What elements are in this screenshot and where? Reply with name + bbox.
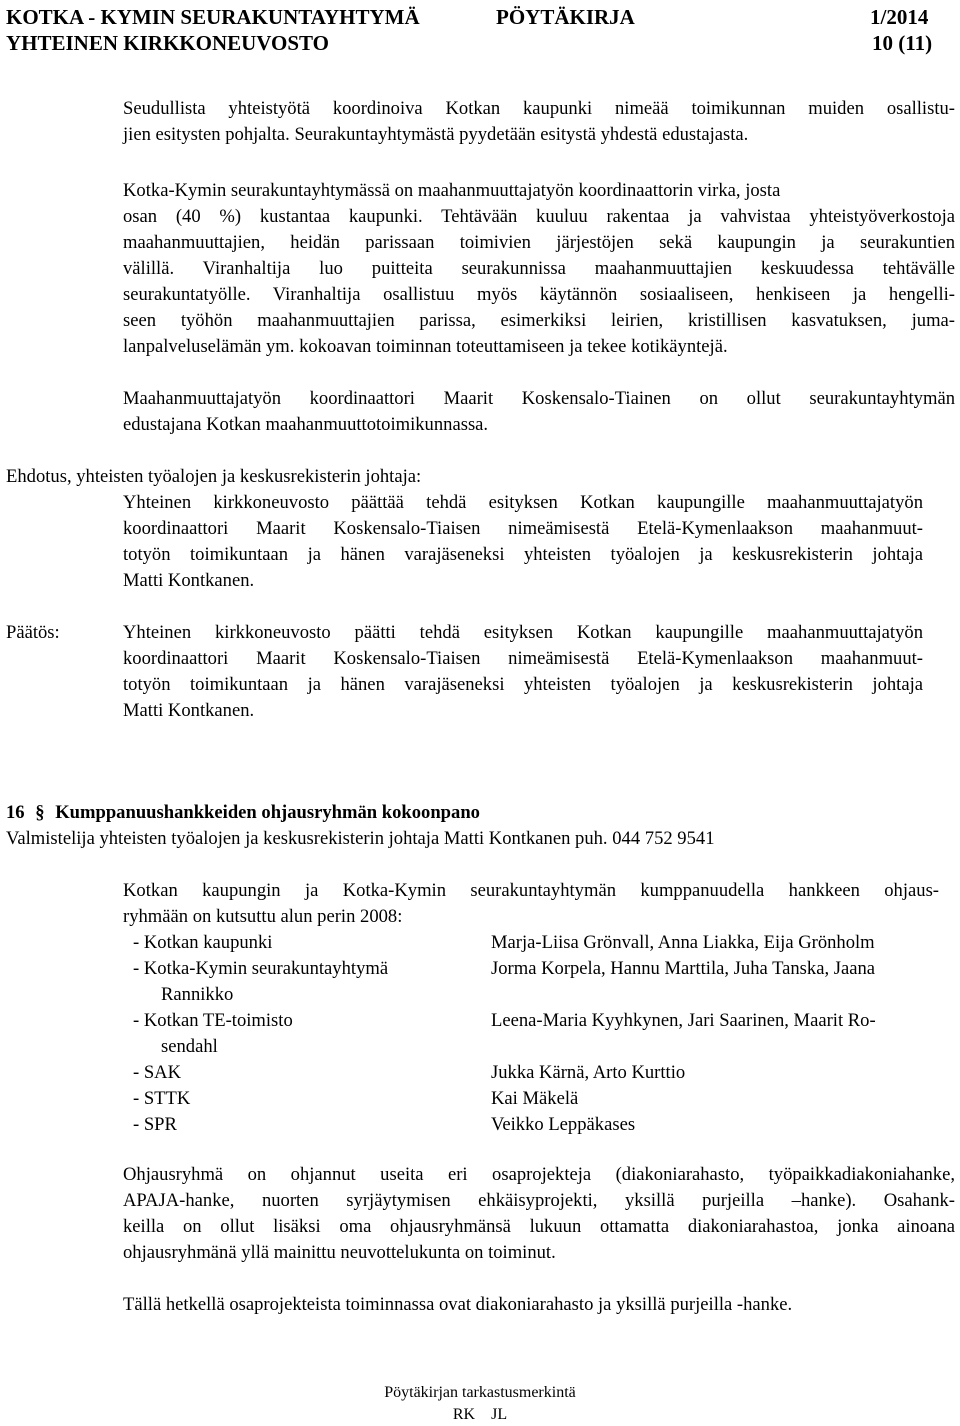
text-line: maahanmuuttajien, heidän parissaan toimivien järjestöjen sekä kaupungin ja seurakuntien [123,232,955,253]
member-names: Veikko Leppäkases [491,1114,636,1135]
text-line: totyön toimikuntaan ja hänen varajäseneksi yhteisten työalojen ja keskusrekisterin johtaja [123,544,923,565]
member-names: Jukka Kärnä, Arto Kurttio [491,1062,686,1083]
footer-initials: RK JL [452,1406,508,1423]
text-line: koordinaattori Maarit Koskensalo-Tiaisen nimeämisestä Etelä-Kymenlaakson maahanmuut- [123,518,923,539]
text-line: Matti Kontkanen. [123,700,255,721]
section-heading [6,800,480,826]
text-line: lanpalveluselämän ym. kokoavan toiminnan toteuttamiseen ja tekee kotikäyntejä. [123,336,728,357]
text-line: APAJA-hanke, nuorten syrjäytymisen ehkäisyprojekti, yksillä purjeilla –hanke). Osahank- [123,1190,955,1211]
text-line: edustajana Kotkan maahanmuuttotoimikunnassa. [123,414,489,435]
member-names: Leena-Maria Kyyhkynen, Jari Saarinen, Maarit Ro- [491,1010,876,1031]
text-line: Kotkan kaupungin ja Kotka-Kymin seurakuntayhtymän kumppanuudella hankkeen ohjaus- [123,880,939,901]
section-intro [123,878,939,930]
section-mark: § [35,802,45,823]
proposal-label: Ehdotus, yhteisten työalojen ja keskusrekisterin johtaja: [6,466,422,487]
list-item [123,1060,955,1086]
text-line: Yhteinen kirkkoneuvosto päätti tehdä esityksen Kotkan kaupungille maahanmuuttajatyön [123,622,923,643]
header-body-name: YHTEINEN KIRKKONEUVOSTO [6,31,330,55]
list-item [123,1112,955,1138]
member-names: Jorma Korpela, Hannu Marttila, Juha Tanska, Jaana [491,958,876,979]
intro-paragraph-3 [123,386,955,438]
list-item [123,930,955,956]
text-line: Kotka-Kymin seurakuntayhtymässä on maahanmuuttajatyön koordinaattorin virka, josta [123,180,781,201]
text-line: osan (40 %) kustantaa kaupunki. Tehtävään kuuluu rakentaa ja vahvistaa yhteistyöverkostoja [123,206,955,227]
member-org: - STTK [133,1088,191,1109]
member-org: - Kotkan kaupunki [133,932,273,953]
text-line: keilla on ollut lisäksi oma ohjausryhmänsä lukuun ottamatta diakoniarahastoa, jonka ainoana [123,1216,955,1237]
text-line: Seudullista yhteistyötä koordinoiva Kotkan kaupunki nimeää toimikunnan muiden osallistu- [123,98,955,119]
decision-label: Päätös: [6,622,60,643]
member-names: Kai Mäkelä [491,1088,579,1109]
intro-paragraph-1 [123,96,955,148]
text-line: ryhmään on kutsuttu alun perin 2008: [123,906,403,927]
member-names-cont: sendahl [161,1036,218,1057]
text-line: Maahanmuuttajatyön koordinaattori Maarit Koskensalo-Tiainen on ollut seurakuntayhtymän [123,388,955,409]
section-paragraph [123,1162,955,1266]
text-line: totyön toimikuntaan ja hänen varajäseneksi yhteisten työalojen ja keskusrekisterin johtaja [123,674,923,695]
members-list [123,930,955,1138]
header-page: 10 (11) [872,31,933,55]
member-names-cont: Rannikko [161,984,234,1005]
text-line: Yhteinen kirkkoneuvosto päättää tehdä esityksen Kotkan kaupungille maahanmuuttajatyön [123,492,923,513]
section-number: 16 [6,802,25,823]
footer-label: Pöytäkirjan tarkastusmerkintä [384,1384,576,1401]
text-line: Matti Kontkanen. [123,570,255,591]
text-line: seurakuntatyölle. Viranhaltija osallistuu myös käytännön sosiaaliseen, henkiseen ja hengelli- [123,284,955,305]
member-names: Marja-Liisa Grönvall, Anna Liakka, Eija Grönholm [491,932,875,953]
text-line: jien esitysten pohjalta. Seurakuntayhtymästä pyydetään esitystä yhdestä edustajasta. [123,124,749,145]
list-item [123,1008,955,1060]
list-item [123,956,955,1008]
intro-paragraph-2 [123,178,955,360]
header-doc-number: 1/2014 [870,5,929,29]
text-line: seen työhön maahanmuuttajien parissa, esimerkiksi leirien, kristillisen kasvatuksen, juma- [123,310,955,331]
section-title: Kumppanuushankkeiden ohjausryhmän kokoonpano [55,802,480,823]
section-preparer: Valmistelija yhteisten työalojen ja keskusrekisterin johtaja Matti Kontkanen puh. 044 752 9541 [6,828,715,849]
proposal-text [123,490,923,594]
member-org: - Kotka-Kymin seurakuntayhtymä [133,958,389,979]
text-line: koordinaattori Maarit Koskensalo-Tiaisen nimeämisestä Etelä-Kymenlaakson maahanmuut- [123,648,923,669]
member-org: - SPR [133,1114,177,1135]
member-org: - SAK [133,1062,182,1083]
list-item [123,1086,955,1112]
text-line: ohjausryhmänä yllä mainittu neuvottelukunta on toiminut. [123,1242,556,1263]
header-org: KOTKA - KYMIN SEURAKUNTAYHTYMÄ [6,5,420,29]
text-line: Ohjausryhmä on ohjannut useita eri osaprojekteja (diakoniarahasto, työpaikkadiakoniahanke, [123,1164,955,1185]
header-doc-type: PÖYTÄKIRJA [496,5,635,29]
member-org: - Kotkan TE-toimisto [133,1010,293,1031]
text-line: välillä. Viranhaltija luo puitteita seurakunnissa maahanmuuttajien keskuudessa tehtävälle [123,258,955,279]
decision-text [123,620,923,724]
section-closing: Tällä hetkellä osaprojekteista toiminnassa ovat diakoniarahasto ja yksillä purjeilla -hanke. [123,1294,793,1315]
